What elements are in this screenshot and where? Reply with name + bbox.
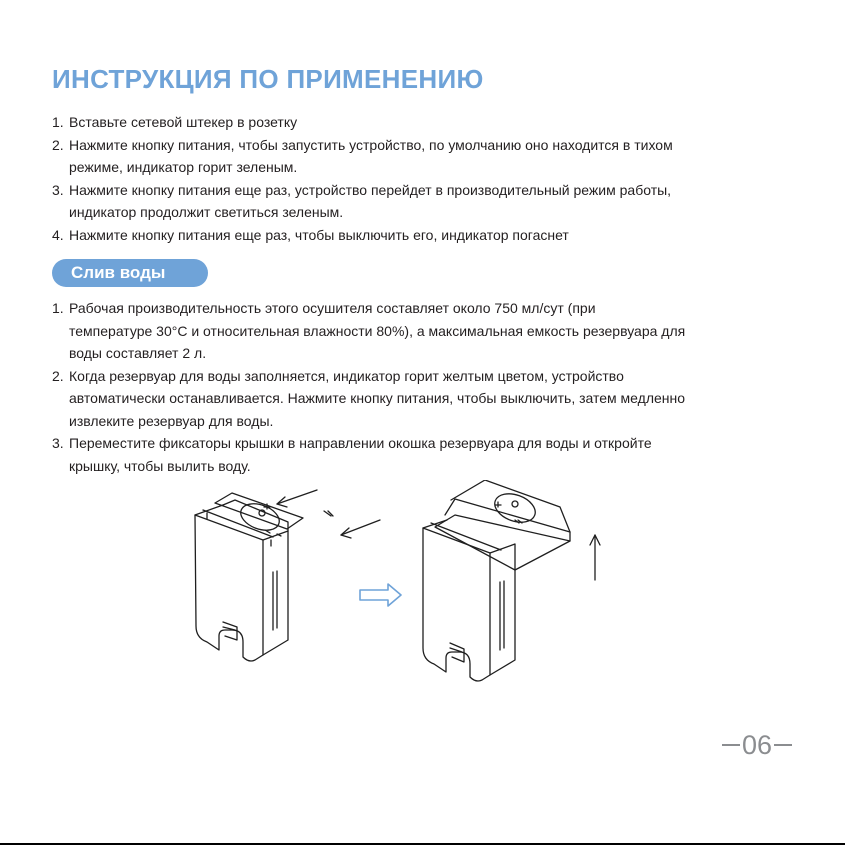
page-number (722, 728, 792, 762)
drain-steps-list (52, 297, 792, 477)
list-item (52, 432, 792, 477)
item-text: Вставьте сетевой штекер в розетку (69, 114, 298, 130)
item-text: Нажмите кнопку питания еще раз, устройство перейдет в производительный режим работы, индикатор продолжит светиться зеленым. (69, 181, 672, 220)
section-heading-drain: Слив воды (52, 259, 208, 287)
instructions-list (52, 111, 792, 246)
page-number-dash-right (774, 744, 792, 746)
list-item (52, 134, 792, 179)
page-number-dash-left (722, 744, 740, 746)
list-item (52, 111, 792, 134)
item-number: 1. (52, 114, 64, 130)
item-number: 1. (52, 300, 64, 316)
item-text: Рабочая производительность этого осушителя составляет около 750 мл/сут (при температуре 30°C и относительная влажности 80%), а максимальная емкость резервуара для воды составляет 2 л. (69, 300, 686, 361)
list-item (52, 179, 792, 224)
item-text: Нажмите кнопку питания еще раз, чтобы выключить его, индикатор погаснет (69, 226, 569, 243)
list-item (52, 297, 792, 365)
water-tank-open-drawing (423, 480, 570, 681)
lift-arrow (590, 535, 600, 580)
page-title: ИНСТРУКЦИЯ ПО ПРИМЕНЕНИЮ (52, 64, 484, 94)
item-text: Когда резервуар для воды заполняется, индикатор горит желтым цветом, устройство автоматически останавливается. Нажмите кнопку питания, чтобы выключить, затем медленно извлеките резервуар для воды. (69, 367, 686, 429)
list-item (52, 224, 792, 247)
transition-arrow-icon (360, 584, 401, 606)
item-number: 4. (52, 226, 64, 243)
water-tank-closed-drawing (195, 493, 333, 661)
item-number: 3. (52, 181, 64, 198)
page-number-value: 06 (741, 730, 773, 760)
tank-drain-illustration (185, 480, 615, 685)
item-text: Нажмите кнопку питания, чтобы запустить устройство, по умолчанию оно находится в тихом режиме, индикатор горит зеленым. (69, 136, 673, 175)
item-number: 2. (52, 367, 64, 384)
item-number: 2. (52, 136, 64, 153)
item-text: Переместите фиксаторы крышки в направлении окошка резервуара для воды и откройте крышку, чтобы вылить воду. (69, 435, 652, 474)
list-item (52, 365, 792, 433)
item-number: 3. (52, 435, 64, 451)
